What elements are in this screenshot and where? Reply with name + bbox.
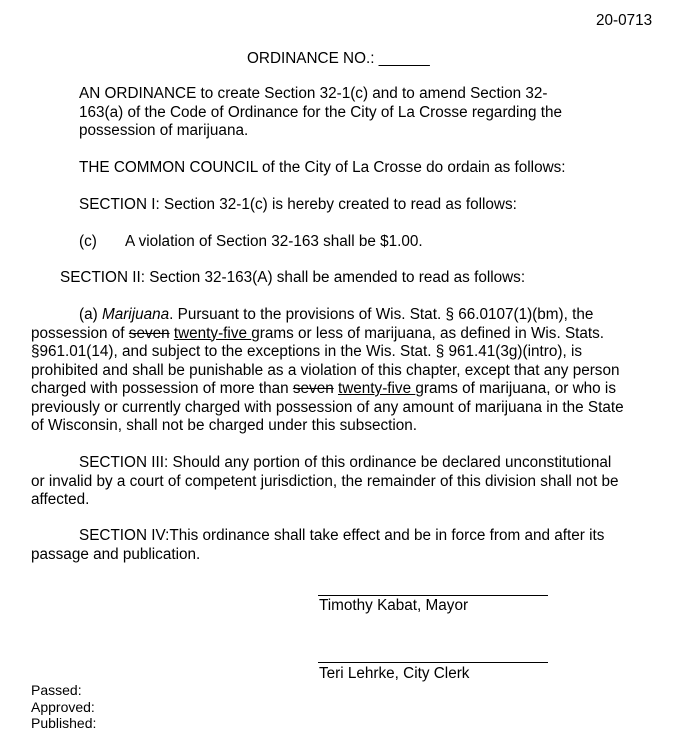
para-text: . Pursuant to the provisions of Wis. Stat. § 66.0107(1)(bm), the (169, 306, 594, 323)
section-1-heading: SECTION I: Section 32-1(c) is hereby created to read as follows: (79, 196, 517, 213)
mayor-name: Timothy Kabat, Mayor (319, 597, 469, 614)
preamble-line: possession of marijuana. (79, 122, 249, 139)
section-4-line: passage and publication. (31, 545, 201, 563)
deleted-text: seven (292, 380, 334, 397)
section-3-line: or invalid by a court of competent jurisdiction, the remainder of this division shall not be (31, 472, 619, 490)
section-2-paragraph (31, 306, 671, 436)
section-1-item-text: A violation of Section 32-163 shall be $1.00. (125, 233, 423, 250)
section-4 (31, 527, 604, 564)
paragraph-line: prohibited and shall be punishable as a violation of this chapter, except that any person (31, 361, 620, 379)
section-2-heading: SECTION II: Section 32-163(A) shall be amended to read as follows: (60, 269, 526, 286)
section-1-item-label: (c) (79, 233, 97, 250)
ordinance-title: ORDINANCE NO.: ______ (247, 50, 430, 67)
paragraph-line: possession of seven twenty-five grams or less of marijuana, as defined in Wis. Stats. (31, 324, 605, 342)
passed-label: Passed: (31, 682, 82, 698)
preamble (79, 85, 562, 141)
paragraph-line: charged with possession of more than seven twenty-five grams of marijuana, or who is (31, 380, 616, 397)
section-4-line: SECTION IV:This ordinance shall take effect and be in force from and after its (79, 527, 605, 544)
published-label: Published: (31, 715, 97, 731)
preamble-line: AN ORDINANCE to create Section 32-1(c) and to amend Section 32- (79, 85, 548, 102)
paragraph-line (31, 306, 671, 325)
inserted-text: twenty-five (337, 380, 416, 397)
paragraph-line: previously or currently charged with possession of any amount of marijuana in the State (31, 398, 624, 416)
paragraph-line: of Wisconsin, shall not be charged under this subsection. (31, 417, 418, 434)
para-label: (a) (79, 306, 102, 323)
preamble-line: 163(a) of the Code of Ordinance for the City of La Crosse regarding the (79, 103, 562, 121)
paragraph-line: §961.01(14), and subject to the exceptions in the Wis. Stat. § 961.41(3g)(intro), is (31, 343, 582, 360)
section-3 (31, 454, 619, 510)
mayor-signature-line (318, 595, 548, 596)
inserted-text: twenty-five (173, 324, 252, 342)
footer-dates (31, 682, 96, 732)
clerk-name: Teri Lehrke, City Clerk (319, 665, 470, 682)
deleted-text: seven (128, 324, 170, 342)
clerk-signature-line (318, 662, 548, 663)
section-3-line: affected. (31, 491, 90, 508)
section-3-line: SECTION III: Should any portion of this ordinance be declared unconstitutional (79, 454, 612, 471)
ordain-statement: THE COMMON COUNCIL of the City of La Crosse do ordain as follows: (79, 159, 566, 176)
document-number: 20-0713 (596, 12, 653, 29)
approved-label: Approved: (31, 698, 95, 715)
para-italic-term: Marijuana (101, 306, 170, 323)
